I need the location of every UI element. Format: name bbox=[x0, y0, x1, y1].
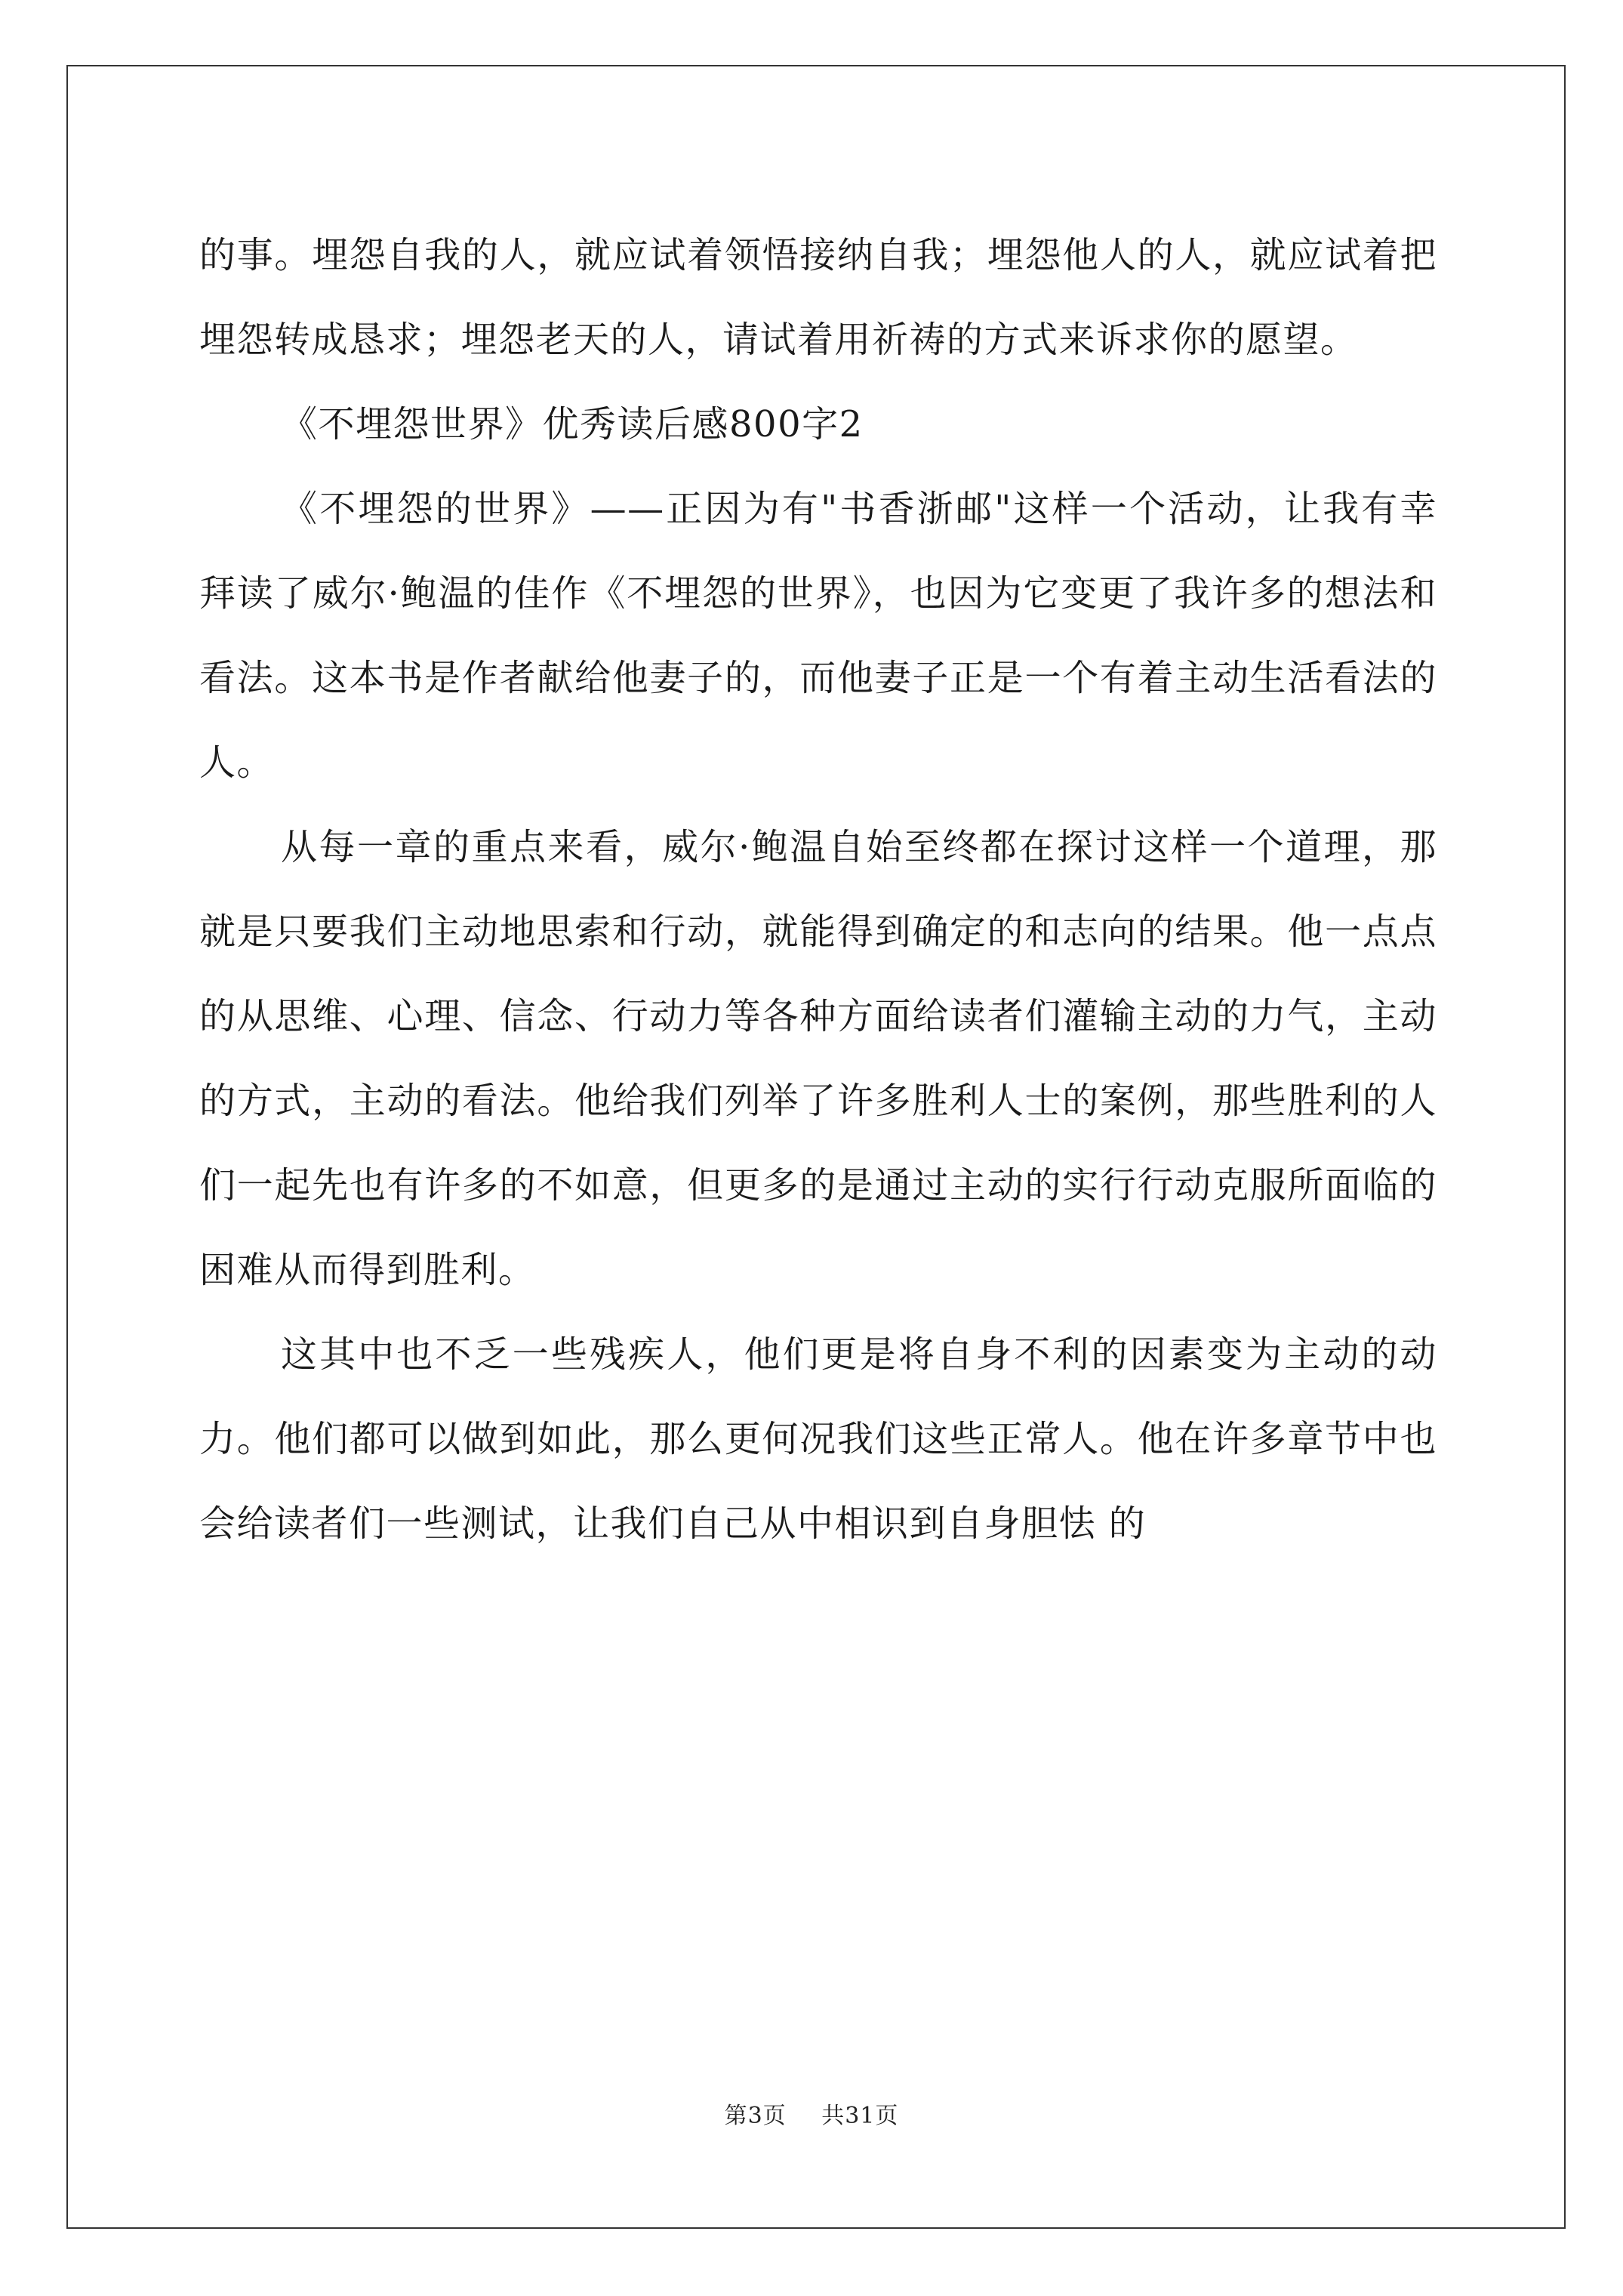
paragraph-1: 的事。埋怨自我的人，就应试着领悟接纳自我；埋怨他人的人，就应试着把埋怨转成恳求；埋怨老天的人，请试着用祈祷的方式来诉求你的愿望。 bbox=[199, 234, 1437, 361]
page-total: 共31页 bbox=[821, 2103, 899, 2129]
paragraph-4: 这其中也不乏一些残疾人，他们更是将自身不利的因素变为主动的动力。他们都可以做到如此，那么更何况我们这些正常人。他在许多章节中也会给读者们一些测试，让我们自己从中相识到自身胆怯 的 bbox=[199, 1333, 1437, 1545]
page-number: 第3页 bbox=[724, 2103, 787, 2129]
paragraph-3: 从每一章的重点来看，威尔·鲍温自始至终都在探讨这样一个道理，那就是只要我们主动地思索和行动，就能得到确定的和志向的结果。他一点点的从思维、心理、信念、行动力等各种方面给读者们灌输主动的力气，主动的方式，主动的看法。他给我们列举了许多胜利人士的案例，那些胜利的人们一起先也有许多的不如意，但更多的是通过主动的实行行动克服所面临的困难从而得到胜利。 bbox=[199, 826, 1437, 1291]
section-heading: 《不埋怨世界》优秀读后感800字2 bbox=[281, 403, 864, 445]
document-body bbox=[199, 213, 1437, 1566]
paragraph-2: 《不埋怨的世界》——正因为有"书香浙邮"这样一个活动，让我有幸拜读了威尔·鲍温的佳作《不埋怨的世界》，也因为它变更了我许多的想法和看法。这本书是作者献给他妻子的，而他妻子正是一个有着主动生活看法的人。 bbox=[199, 488, 1437, 784]
page-footer bbox=[0, 2097, 1623, 2130]
